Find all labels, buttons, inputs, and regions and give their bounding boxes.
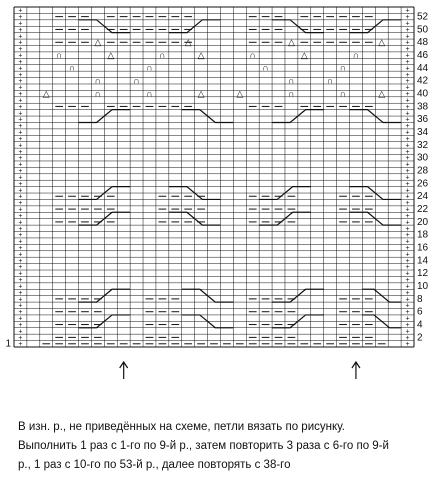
edge-stitch-plus: + <box>405 328 410 336</box>
edge-stitch-plus: + <box>405 212 410 220</box>
row-number-label: 4 <box>417 319 423 331</box>
arch-stitch-symbol: ∩ <box>326 75 334 86</box>
triangle-stitch-symbol: △ <box>107 50 115 60</box>
row-number-label: 6 <box>417 306 423 318</box>
triangle-stitch-symbol: △ <box>300 50 308 60</box>
edge-stitch-plus: + <box>405 33 410 41</box>
edge-stitch-plus: + <box>405 283 410 291</box>
row-number-label: 12 <box>417 268 429 280</box>
edge-stitch-plus: + <box>405 219 410 227</box>
row-number-label: 52 <box>417 11 429 23</box>
edge-stitch-plus: + <box>18 257 23 265</box>
edge-stitch-plus: + <box>18 135 23 143</box>
edge-stitch-plus: + <box>405 341 410 349</box>
triangle-stitch-symbol: △ <box>42 88 50 99</box>
edge-stitch-plus: + <box>405 103 410 111</box>
row-number-label: 48 <box>417 37 429 49</box>
edge-stitch-plus: + <box>18 200 23 208</box>
edge-stitch-plus: + <box>18 155 23 163</box>
arch-stitch-symbol: ∩ <box>288 88 295 99</box>
edge-stitch-plus: + <box>405 116 410 124</box>
edge-stitch-plus: + <box>18 328 23 336</box>
edge-stitch-plus: + <box>18 71 23 79</box>
legend-line-2: Выполнить 1 раз с 1-го по 9-й р., затем повторить 3 раза с 6-го по 9-й <box>18 440 389 452</box>
edge-stitch-plus: + <box>18 14 23 22</box>
edge-stitch-plus: + <box>405 91 410 99</box>
edge-stitch-plus: + <box>18 65 23 73</box>
edge-stitch-plus: + <box>405 174 410 182</box>
edge-stitch-plus: + <box>18 174 23 182</box>
edge-stitch-plus: + <box>405 187 410 195</box>
triangle-stitch-symbol: △ <box>378 88 386 99</box>
edge-stitch-plus: + <box>18 58 23 66</box>
edge-stitch-plus: + <box>18 168 23 176</box>
row-number-label: 42 <box>417 75 429 87</box>
arch-stitch-symbol: ∩ <box>352 49 360 60</box>
edge-stitch-plus: + <box>18 78 23 86</box>
row-number-label: 24 <box>417 191 429 203</box>
edge-stitch-plus: + <box>18 334 23 342</box>
edge-stitch-plus: + <box>18 321 23 329</box>
row-number-label: 1 <box>5 338 11 350</box>
row-number-label: 18 <box>417 229 429 241</box>
row-number-label: 36 <box>417 114 429 126</box>
edge-stitch-plus: + <box>18 245 23 253</box>
row-number-label: 28 <box>417 165 429 177</box>
arch-stitch-symbol: ∩ <box>288 75 295 86</box>
edge-stitch-plus: + <box>18 148 23 156</box>
edge-stitch-plus: + <box>405 334 410 342</box>
edge-stitch-plus: + <box>18 193 23 201</box>
edge-stitch-plus: + <box>18 52 23 60</box>
row-number-label: 38 <box>417 101 429 113</box>
edge-stitch-plus: + <box>405 257 410 265</box>
arch-stitch-symbol: ∩ <box>146 62 153 73</box>
edge-stitch-plus: + <box>405 321 410 329</box>
edge-stitch-plus: + <box>18 219 23 227</box>
edge-stitch-plus: + <box>405 245 410 253</box>
edge-stitch-plus: + <box>18 277 23 285</box>
edge-stitch-plus: + <box>405 251 410 259</box>
legend-line-3: р., 1 раз с 10-го по 53-й р., далее повторять с 38-го <box>18 459 291 471</box>
edge-stitch-plus: + <box>405 20 410 28</box>
edge-stitch-plus: + <box>405 148 410 156</box>
edge-stitch-plus: + <box>405 84 410 92</box>
edge-stitch-plus: + <box>405 39 410 47</box>
row-number-label: 10 <box>417 280 429 292</box>
legend-line-1: В изн. р., не приведённых на схеме, петли вязать по рисунку. <box>18 421 345 433</box>
edge-stitch-plus: + <box>18 187 23 195</box>
edge-stitch-plus: + <box>405 289 410 297</box>
edge-stitch-plus: + <box>405 302 410 310</box>
edge-stitch-plus: + <box>405 142 410 150</box>
edge-stitch-plus: + <box>18 264 23 272</box>
row-number-label: 44 <box>417 62 429 74</box>
row-number-label: 16 <box>417 242 429 254</box>
edge-stitch-plus: + <box>18 97 23 105</box>
row-number-label: 32 <box>417 139 429 151</box>
edge-stitch-plus: + <box>405 168 410 176</box>
edge-stitch-plus: + <box>18 46 23 54</box>
edge-stitch-plus: + <box>405 26 410 34</box>
row-number-label: 30 <box>417 152 429 164</box>
edge-stitch-plus: + <box>405 65 410 73</box>
edge-stitch-plus: + <box>18 161 23 169</box>
row-number-label: 8 <box>417 293 423 305</box>
edge-stitch-plus: + <box>18 20 23 28</box>
edge-stitch-plus: + <box>18 84 23 92</box>
edge-stitch-plus: + <box>405 78 410 86</box>
row-number-label: 50 <box>417 24 429 36</box>
arch-stitch-symbol: ∩ <box>159 49 166 60</box>
arch-stitch-symbol: ∩ <box>68 62 76 73</box>
edge-stitch-plus: + <box>18 7 23 15</box>
arch-stitch-symbol: ∩ <box>249 49 256 60</box>
triangle-stitch-symbol: △ <box>197 88 205 99</box>
edge-stitch-plus: + <box>405 296 410 304</box>
edge-stitch-plus: + <box>405 58 410 66</box>
edge-stitch-plus: + <box>18 123 23 131</box>
arch-stitch-symbol: ∩ <box>133 75 140 86</box>
edge-stitch-plus: + <box>405 110 410 118</box>
edge-stitch-plus: + <box>18 302 23 310</box>
edge-stitch-plus: + <box>18 39 23 47</box>
edge-stitch-plus: + <box>18 283 23 291</box>
triangle-stitch-symbol: △ <box>236 88 244 99</box>
edge-stitch-plus: + <box>405 309 410 317</box>
edge-stitch-plus: + <box>18 116 23 124</box>
row-number-label: 34 <box>417 126 429 138</box>
arch-stitch-symbol: ∩ <box>94 88 102 99</box>
edge-stitch-plus: + <box>405 97 410 105</box>
triangle-stitch-symbol: △ <box>184 37 192 48</box>
arch-stitch-symbol: ∩ <box>94 75 102 86</box>
edge-stitch-plus: + <box>405 315 410 323</box>
row-number-label: 2 <box>417 332 423 344</box>
edge-stitch-plus: + <box>18 91 23 99</box>
edge-stitch-plus: + <box>18 341 23 349</box>
edge-stitch-plus: + <box>405 180 410 188</box>
edge-stitch-plus: + <box>405 123 410 131</box>
triangle-stitch-symbol: △ <box>378 37 386 48</box>
row-number-label: 40 <box>417 88 429 100</box>
row-number-label: 20 <box>417 216 429 228</box>
edge-stitch-plus: + <box>405 206 410 214</box>
edge-stitch-plus: + <box>405 14 410 22</box>
edge-stitch-plus: + <box>405 155 410 163</box>
edge-stitch-plus: + <box>18 270 23 278</box>
triangle-stitch-symbol: △ <box>197 50 205 60</box>
edge-stitch-plus: + <box>18 212 23 220</box>
edge-stitch-plus: + <box>18 289 23 297</box>
edge-stitch-plus: + <box>405 277 410 285</box>
edge-stitch-plus: + <box>405 135 410 143</box>
edge-stitch-plus: + <box>18 142 23 150</box>
arch-stitch-symbol: ∩ <box>339 88 347 99</box>
arch-stitch-symbol: ∩ <box>55 49 63 60</box>
edge-stitch-plus: + <box>18 232 23 240</box>
edge-stitch-plus: + <box>18 251 23 259</box>
edge-stitch-plus: + <box>405 52 410 60</box>
edge-stitch-plus: + <box>18 315 23 323</box>
triangle-stitch-symbol: △ <box>287 37 295 48</box>
edge-stitch-plus: + <box>18 296 23 304</box>
arch-stitch-symbol: ∩ <box>262 62 269 73</box>
row-number-label: 22 <box>417 203 429 215</box>
edge-stitch-plus: + <box>405 232 410 240</box>
edge-stitch-plus: + <box>405 270 410 278</box>
edge-stitch-plus: + <box>405 7 410 15</box>
row-number-label: 26 <box>417 178 429 190</box>
edge-stitch-plus: + <box>405 238 410 246</box>
edge-stitch-plus: + <box>405 193 410 201</box>
edge-stitch-plus: + <box>18 206 23 214</box>
edge-stitch-plus: + <box>405 46 410 54</box>
edge-stitch-plus: + <box>18 129 23 137</box>
arrow-up-icon <box>352 362 360 379</box>
arch-stitch-symbol: ∩ <box>146 88 153 99</box>
edge-stitch-plus: + <box>18 309 23 317</box>
row-number-label: 46 <box>417 50 429 61</box>
edge-stitch-plus: + <box>405 161 410 169</box>
triangle-stitch-symbol: △ <box>94 37 102 48</box>
edge-stitch-plus: + <box>405 200 410 208</box>
edge-stitch-plus: + <box>18 180 23 188</box>
arch-stitch-symbol: ∩ <box>339 62 347 73</box>
edge-stitch-plus: + <box>405 129 410 137</box>
edge-stitch-plus: + <box>405 264 410 272</box>
edge-stitch-plus: + <box>18 26 23 34</box>
arrow-up-icon <box>120 362 128 379</box>
edge-stitch-plus: + <box>18 110 23 118</box>
edge-stitch-plus: + <box>405 71 410 79</box>
edge-stitch-plus: + <box>18 238 23 246</box>
edge-stitch-plus: + <box>18 103 23 111</box>
edge-stitch-plus: + <box>18 225 23 233</box>
edge-stitch-plus: + <box>18 33 23 41</box>
edge-stitch-plus: + <box>405 225 410 233</box>
row-number-label: 14 <box>417 255 429 267</box>
